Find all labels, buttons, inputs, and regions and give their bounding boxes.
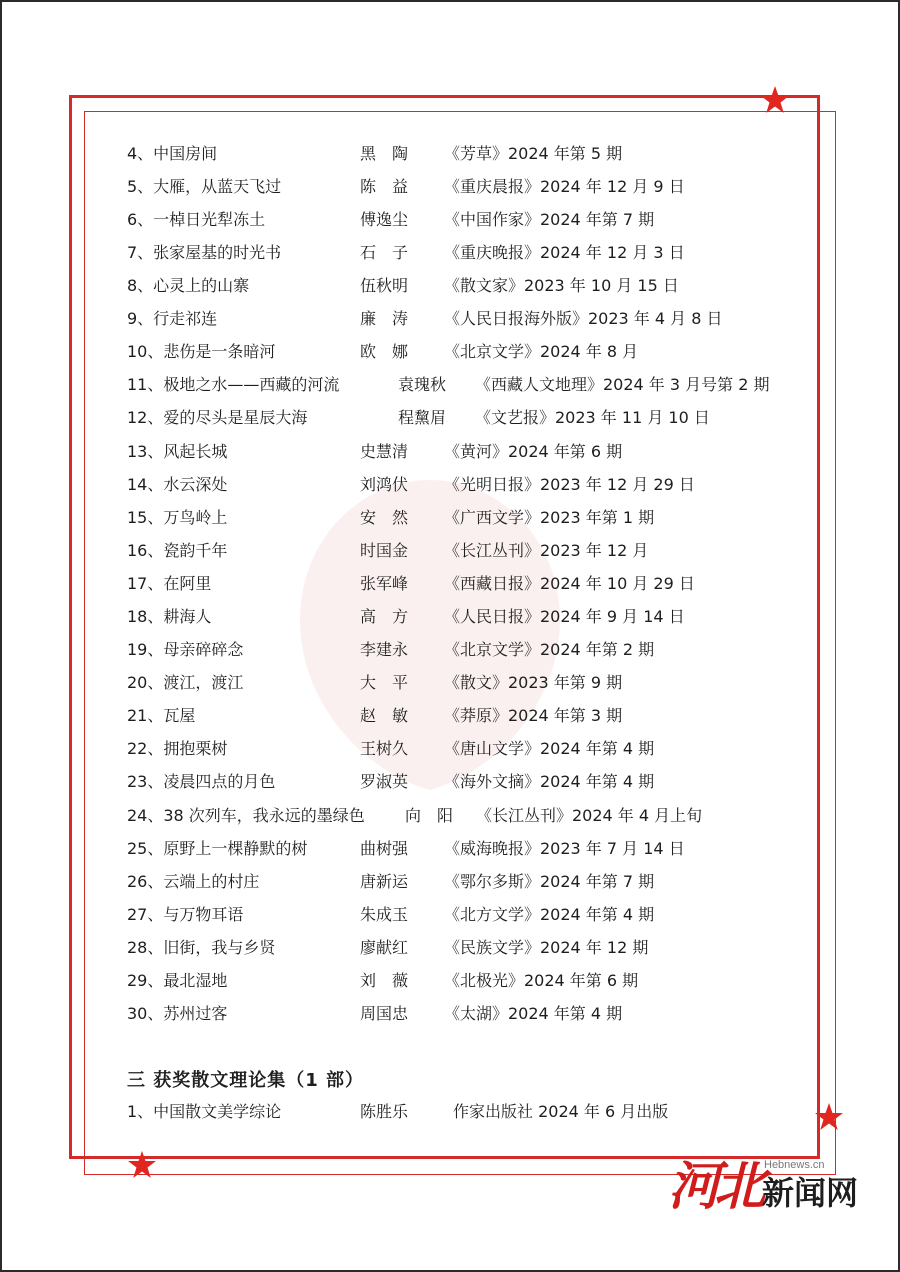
work-title: 24、38 次列车，我永远的墨绿色 [127,806,365,825]
author-name: 向 阳 [405,806,454,825]
publication-source: 《威海晚报》2023 年 7 月 14 日 [444,839,685,858]
author-name: 王树久 [360,739,409,758]
publication-source: 《重庆晚报》2024 年 12 月 3 日 [444,243,685,262]
publication-source: 《光明日报》2023 年 12 月 29 日 [444,475,695,494]
work-title: 21、瓦屋 [127,706,196,725]
work-title: 23、凌晨四点的月色 [127,772,276,791]
work-title: 22、拥抱栗树 [127,739,228,758]
work-title: 27、与万物耳语 [127,905,244,924]
publication-source: 《海外文摘》2024 年第 4 期 [444,772,655,791]
work-title: 6、一棹日光犁冻土 [127,210,266,229]
work-title: 17、在阿里 [127,574,212,593]
author-name: 廖献红 [360,938,409,957]
author-name: 欧 娜 [360,342,409,361]
publication-source: 《人民日报海外版》2023 年 4 月 8 日 [444,309,723,328]
author-name: 史慧清 [360,442,409,461]
publication-source: 《文艺报》2023 年 11 月 10 日 [475,408,710,427]
publication-source: 《太湖》2024 年第 4 期 [444,1004,623,1023]
publication-source: 《重庆晨报》2024 年 12 月 9 日 [444,177,685,196]
publication-source: 《莽原》2024 年第 3 期 [444,706,623,725]
publication-source: 《黄河》2024 年第 6 期 [444,442,623,461]
work-title: 16、瓷韵千年 [127,541,228,560]
work-title: 14、水云深处 [127,475,228,494]
hebnews-logo [668,1155,858,1230]
publication-source: 《西藏日报》2024 年 10 月 29 日 [444,574,695,593]
star-icon [760,85,790,115]
author-name: 高 方 [360,607,409,626]
work-title: 28、旧街，我与乡贤 [127,938,276,957]
author-name: 赵 敏 [360,706,409,725]
author-name: 伍秋明 [360,276,409,295]
work-title: 11、极地之水——西藏的河流 [127,375,340,394]
author-name: 时国金 [360,541,409,560]
publication-source: 《芳草》2024 年第 5 期 [444,144,623,163]
author-name: 傅逸尘 [360,210,409,229]
section-heading: 三 获奖散文理论集（1 部） [127,1070,365,1091]
publication-source: 《唐山文学》2024 年第 4 期 [444,739,655,758]
star-icon [127,1150,157,1180]
work-title: 13、风起长城 [127,442,228,461]
author-name: 陈胜乐 [360,1102,409,1121]
author-name: 李建永 [360,640,409,659]
publication-source: 《民族文学》2024 年 12 期 [444,938,649,957]
author-name: 唐新运 [360,872,409,891]
publication-source: 《北京文学》2024 年 8 月 [444,342,639,361]
author-name: 廉 涛 [360,309,409,328]
work-title: 4、中国房间 [127,144,218,163]
author-name: 罗淑英 [360,772,409,791]
publication-source: 《北方文学》2024 年第 4 期 [444,905,655,924]
author-name: 黑 陶 [360,144,409,163]
logo-url: Hebnews.cn [764,1159,825,1171]
work-title: 9、行走祁连 [127,309,218,328]
publication-source: 《北京文学》2024 年第 2 期 [444,640,655,659]
work-title: 19、母亲碎碎念 [127,640,244,659]
author-name: 程黧眉 [398,408,447,427]
publication-source: 《北极光》2024 年第 6 期 [444,971,639,990]
publication-source: 《长江丛刊》2023 年 12 月 [444,541,649,560]
author-name: 陈 益 [360,177,409,196]
author-name: 周国忠 [360,1004,409,1023]
author-name: 曲树强 [360,839,409,858]
publication-source: 《散文家》2023 年 10 月 15 日 [444,276,679,295]
publication-source: 《西藏人文地理》2024 年 3 月号第 2 期 [475,375,770,394]
author-name: 张军峰 [360,574,409,593]
publication-source: 《人民日报》2024 年 9 月 14 日 [444,607,685,626]
publication-source: 《散文》2023 年第 9 期 [444,673,623,692]
publication-source: 《广西文学》2023 年第 1 期 [444,508,655,527]
author-name: 刘鸿伏 [360,475,409,494]
author-name: 石 子 [360,243,409,262]
publication-source: 作家出版社 2024 年 6 月出版 [453,1102,669,1121]
work-title: 26、云端上的村庄 [127,872,260,891]
work-title: 20、渡江，渡江 [127,673,244,692]
work-title: 8、心灵上的山寨 [127,276,250,295]
work-title: 7、张家屋基的时光书 [127,243,282,262]
author-name: 朱成玉 [360,905,409,924]
work-title: 15、万鸟岭上 [127,508,228,527]
work-title: 18、耕海人 [127,607,212,626]
publication-source: 《中国作家》2024 年第 7 期 [444,210,655,229]
author-name: 大 平 [360,673,409,692]
author-name: 袁瑰秋 [398,375,447,394]
work-title: 10、悲伤是一条暗河 [127,342,276,361]
work-title: 12、爱的尽头是星辰大海 [127,408,308,427]
work-title: 25、原野上一棵静默的树 [127,839,308,858]
publication-source: 《鄂尔多斯》2024 年第 7 期 [444,872,655,891]
author-name: 刘 薇 [360,971,409,990]
publication-source: 《长江丛刊》2024 年 4 月上旬 [476,806,703,825]
star-icon [814,1102,844,1132]
work-title: 30、苏州过客 [127,1004,228,1023]
logo-hebei: 河北 [668,1156,761,1217]
logo-name: 新闻网 [762,1174,859,1212]
work-title: 1、中国散文美学综论 [127,1102,282,1121]
work-title: 29、最北湿地 [127,971,228,990]
work-title: 5、大雁，从蓝天飞过 [127,177,282,196]
author-name: 安 然 [360,508,409,527]
